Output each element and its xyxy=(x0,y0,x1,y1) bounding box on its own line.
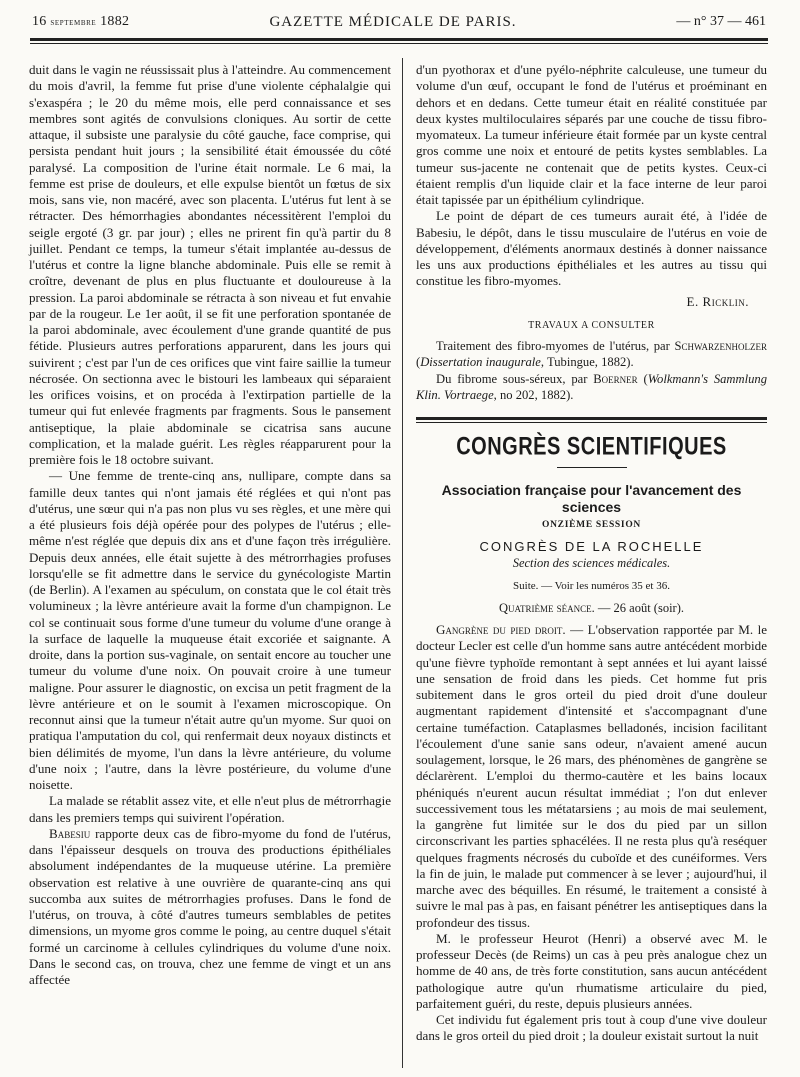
paragraph-case-continued: duit dans le vagin ne réussissait plus à l'atteindre. Au commencement du mois d'avril, la femme fut prise d'une violente céphalalgie qui s'exaspéra ; le 20 du même mois, elle perd connaissance et ses membres sont agités de convulsions cloniques. Au sortir de cette attaque, il subsiste une paralysie du côté gauche, face comprise, qui persista pendant huit jours ; la sensibilité était émoussée du côté paralysé. La composition de l'urine était normale. Le 6 mai, la femme est prise de douleurs, et elle expulse bientôt un fœtus de six mois, sans vie, non macéré, avec son placenta. L'utérus fut lent à se rétracter. Des hémorrhagies abondantes nécessitèrent l'emploi du seigle ergoté (3 gr. par jour) ; elles ne prirent fin qu'à partir du 8 juillet. Pendant ce temps, la tumeur s'était implantée au-dessus de l'utérus et contre la ligne blanche abdominale. Puis elle se remit à croître, devenant de plus en plus fluctuante et douloureuse à la pression. La paroi abdominale se rétracta à son niveau et fut envahie par de la rougeur. Le 1er août, il se fit une perforation spontanée de la paroi abdominale, avec écoulement d'une grande quantité de pus fétide. Plusieurs autres perforations apparurent, dans les jours qui suivirent ; c'est par l'un de ces orifices que vint faire saillie la tumeur nécrosée. On sectionna avec le bistouri les lambeaux qui séparaient les orifices voisins, et on procéda à l'extirpation partielle de la tumeur qui fut enlevée fragments par fragments. Sous le pansement antiseptique, la plaie abdominale se cicatrisa sans aucune complication, et la malade guérit. Les règles réapparurent pour la première fois le 18 octobre suivant. xyxy=(29,62,391,467)
seance-label: Quatrième séance. xyxy=(498,600,595,615)
ref2-tail: , no 202, 1882). xyxy=(493,387,574,402)
ref1-text: Traitement des fibro-myomes de l'utérus, par xyxy=(436,339,670,353)
short-rule xyxy=(557,467,627,468)
journal-title: GAZETTE MÉDICALE DE PARIS. xyxy=(269,14,517,30)
rochelle-title: CONGRÈS DE LA ROCHELLE xyxy=(479,539,704,554)
ref1-source: Dissertation inaugurale xyxy=(420,355,541,370)
paragraph-origin: Le point de départ de ces tumeurs aurait été, à l'idée de Babesiu, le dépôt, dans le tissu musculaire de l'utérus en voie de développement, d'éléments anormaux destinés à donner naissance les uns aux productions épithéliales et les autres au tissu qui constitue les fibro-myomes. xyxy=(416,208,767,289)
paragraph-second-case: — Une femme de trente-cinq ans, nullipare, compte dans sa famille deux tantes qui n'ont jamais été réglées et qui n'ont pas d'utérus, une sœur qui n'a pas non plus vu ses règles, et une mère qui a été plusieurs fois déjà opérée pour des polypes de l'utérus ; elle-même n'est réglée que depuis dix ans et d'une façon très irrégulière. Depuis deux années, elle était sujette à des métrorrhagies profuses lorsqu'elle se fit admettre dans le service du gynécologiste Martin (de Berlin). A l'examen au spéculum, on constata que le col était très volumineux ; la lèvre antérieure avait la forme d'un champignon. Le col se continuait sous forme d'une tumeur du volume d'une orange à la surface de laquelle la muqueuse était excoriée et saignante. A droite, dans la portion sus-vaginale, on sentait encore au toucher une tumeur du volume d'une noix. On pouvait croire à une tumeur maligne. Pour assurer le diagnostic, on excisa un petit fragment de la lèvre antérieure et on le soumit à l'examen microscopique. On reconnut ainsi que la tumeur n'était autre qu'un myome. Sur quoi on pratiqua l'amputation du col, qui renfermait deux noyaux distincts et bien délimités de myome, l'un dans la lèvre antérieure, du volume d'une noix ; l'autre, dans la lèvre postérieure, du volume d'une noisette. xyxy=(29,468,391,792)
paragraph-last: Cet individu fut également pris tout à coup d'une vive douleur dans le gros orteil du pied droit ; la douleur existait surtout la nuit xyxy=(416,1012,767,1044)
paragraph-heurot: M. le professeur Heurot (Henri) a observé avec M. le professeur Decès (de Reims) un cas à peu près analogue chez un homme de 40 ans, de très forte constitution, sans aucun antécédent pathologique autre qu'un rhumatisme articulaire du pied, parfaitement guéri, du reste, depuis plusieurs années. xyxy=(416,930,767,1011)
reference-1: Traitement des fibro-myomes de l'utérus, par Schwarzenholzer (Dissertation inaugurale, Tubingue, 1882). xyxy=(416,339,767,370)
section-title: Section des sciences médicales. xyxy=(512,556,671,571)
issue-number: — n° 37 — 461 xyxy=(676,14,766,29)
header-rule xyxy=(30,38,768,44)
association-title: Association française pour l'avancement des sciences xyxy=(441,482,742,515)
travaux-title: TRAVAUX A CONSULTER xyxy=(528,319,655,331)
ref1-tail: , Tubingue, 1882). xyxy=(540,355,634,370)
signature: E. Ricklin. xyxy=(686,293,749,309)
ref2-author: Boerner xyxy=(593,371,638,386)
paragraph-tumor-description: d'un pyothorax et d'une pyélo-néphrite calculeuse, une tumeur du volume d'un œuf, occupant le fond de l'utérus et proéminant en dehors et en dedans. Cette tumeur était en réalité constituée par deux kystes multiloculaires séparés par une couche de tissu fibro-myomateux. La tumeur inférieure était formée par un kyste central gros comme une noix et entouré de petits kystes semblables. La tumeur sus-jacente ne contenait que de petits kystes. Ceux-ci étaient remplis d'un liquide clair et la face interne de leur paroi était tapissée par un épithélium cylindrique. xyxy=(416,62,767,207)
header-year: 1882 xyxy=(100,14,130,29)
left-column xyxy=(29,62,391,988)
ref1-author: Schwarzenholzer xyxy=(674,339,767,353)
gangrene-text: — L'observation rapportée par M. le docteur Lecler est celle d'un homme sans autre antécédent morbide qu'une fièvre typhoïde remontant à sept années et lui ayant laissé une sensation de froid dans les pieds. Cet homme fut pris subitement dans le gros orteil du pied droit d'une douleur augmentant rapidement d'intensité et s'accompagnant d'une certaine tuméfaction. Cataplasmes belladonés, incision facilitant l'écoulement d'une sanie sans odeur, n'avaient amené aucun soulagement, lorsque, le 26 mars, des phénomènes de gangrène se déclarèrent. L'emploi du thermo-cautère et les bains locaux phéniqués n'eurent aucun résultat immédiat ; l'on dut enlever successivement tous les métatarsiens ; au mois de mai seulement, la gangrène fut limitée sur le dos du pied par un sillon circonscrivant les parties sphacélées. Il ne resta plus qu'à reséquer quelques fragments nécrosés du cuboïde et des cunéiformes. Vers la fin de juin, le malade put commencer à se lever ; aujourd'hui, il marche avec des béquilles. En résumé, le traitement a consisté à suivre le mal pas à pas, en faisant pénétrer les antiseptiques dans la profondeur des tissus. xyxy=(416,622,768,930)
right-column xyxy=(416,62,767,1045)
congres-title: CONGRÈS SCIENTIFIQUES xyxy=(456,433,727,461)
paragraph-recovery: La malade se rétablit assez vite, et elle n'eut plus de métrorrhagie dans les premiers temps qui suivirent l'opération. xyxy=(29,793,391,825)
page-header xyxy=(20,14,766,36)
seance-heading xyxy=(416,600,767,616)
ref2-source: Wolkmann's Sammlung Klin. Vortraege xyxy=(416,371,768,402)
header-day: 16 xyxy=(32,14,47,29)
header-month: septembre xyxy=(50,17,97,28)
seance-date: — 26 août (soir). xyxy=(597,600,684,615)
column-divider xyxy=(402,58,403,1068)
paragraph-babesiu xyxy=(29,826,391,989)
paragraph-gangrene xyxy=(416,622,767,931)
gangrene-label: Gangrène du pied droit. xyxy=(436,622,566,637)
reference-2: Du fibrome sous-séreux, par Boerner (Wolkmann's Sammlung Klin. Vortraege, no 202, 1882). xyxy=(416,371,768,402)
section-rule xyxy=(416,417,767,423)
ref2-text: Du fibrome sous-séreux, par xyxy=(436,371,588,386)
session-title: ONZIÈME SESSION xyxy=(542,519,641,530)
author-babesiu: Babesiu xyxy=(49,825,91,841)
suite-note: Suite. — Voir les numéros 35 et 36. xyxy=(513,579,670,592)
babesiu-text: rapporte deux cas de fibro-myome du fond de l'utérus, dans l'épaisseur desquels on trouva des productions épithéliales absolument indépendantes de la muqueuse utérine. La première observation est relative à une ouvrière de quarante-cinq ans qui succomba aux suites de métrorrhagies profuses. Dans le fond de l'utérus, on trouva, à côté d'autres tumeurs semblables de petites dimensions, un myome gros comme le poing, au centre duquel s'était formé un carcinome à cellules cylindriques du volume d'une noix. Dans le second cas, on trouva, chez une femme de vingt et un ans affectée xyxy=(29,825,391,987)
